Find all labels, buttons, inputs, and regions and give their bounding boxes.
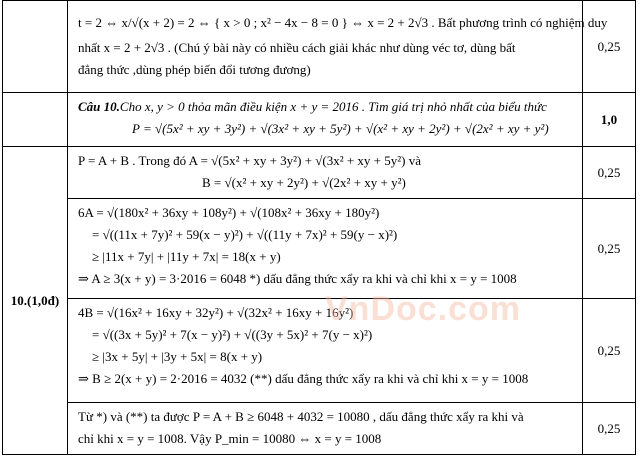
solution-row-5: [3, 299, 636, 403]
solution-row-1: [3, 1, 636, 93]
solution-line: t = 2 ⇔ x/√(x + 2) = 2 ⇔ { x > 0 ; x² − 4x − 8 = 0 } ⇔ x = 2 + 2√3 . Bất phương trình có nghiệm duy: [78, 15, 608, 30]
score-value: 0,25: [597, 240, 621, 256]
solution-line: 6A = √(180x² + 36xy + 108y²) + √(108x² + 36xy + 180y²): [78, 205, 380, 220]
content-cell: [68, 403, 583, 455]
solution-line: Từ *) và (**) ta được P = A + B ≥ 6048 + 4032 = 10080 , dấu đẳng thức xẩy ra khi và: [78, 409, 524, 424]
solution-line: chỉ khi x = y = 1008. Vậy P_min = 10080 ⇔ x = y = 1008: [78, 431, 382, 446]
solution-line: đẳng thức ,dùng phép biến đổi tương đương): [78, 62, 311, 77]
solution-line: P = A + B . Trong đó A = √(5x² + xy + 3y²) + √(3x² + xy + 5y²) và: [78, 153, 422, 168]
score-cell: [583, 93, 636, 147]
score-cell: [583, 299, 636, 403]
score-value: 0,25: [597, 420, 621, 436]
answer-key-table: [2, 0, 636, 455]
score-cell: [583, 147, 636, 199]
score-cell: [583, 199, 636, 299]
solution-line: B = √(x² + xy + 2y²) + √(2x² + xy + y²): [202, 175, 406, 190]
solution-line: = √((11x + 7y)² + 59(x − y)²) + √((11y + 7x)² + 59(y − x)²): [92, 227, 398, 242]
solution-line: = √((3x + 5y)² + 7(x − y)²) + √((3y + 5x)² + 7(y − x)²): [92, 327, 373, 342]
question-text: Cho x, y > 0 thỏa mãn điều kiện x + y = 2016 . Tìm giá trị nhỏ nhất của biểu thức: [119, 99, 547, 114]
content-cell: [68, 299, 583, 403]
score-value: 0,25: [597, 164, 621, 180]
solution-row-3: [3, 147, 636, 199]
score-value: 0,25: [597, 342, 621, 358]
question-formula: P = √(5x² + xy + 3y²) + √(3x² + xy + 5y²) + √(x² + xy + 2y²) + √(2x² + xy + y²): [132, 121, 549, 136]
solution-line: ≥ |11x + 7y| + |11y + 7x| = 18(x + y): [92, 249, 281, 264]
question-number: Câu 10.: [78, 99, 120, 114]
score-value: 1,0: [600, 111, 618, 127]
question-cell: [68, 93, 583, 147]
label-cell-empty: [3, 93, 68, 147]
question-row: [3, 93, 636, 147]
content-cell: [68, 1, 608, 93]
score-cell: [583, 403, 636, 455]
section-label: 10.(1,0đ): [10, 292, 60, 308]
content-cell: [68, 199, 583, 299]
solution-row-4: [3, 199, 636, 299]
label-cell-empty: [3, 1, 68, 93]
solution-line: ⇒ B ≥ 2(x + y) = 2·2016 = 4032 (**) dấu đẳng thức xẩy ra khi và chỉ khi x = y = 1008: [78, 371, 529, 386]
score-value: 0,25: [597, 38, 621, 54]
solution-line: ≥ |3x + 5y| + |3y + 5x| = 8(x + y): [92, 349, 263, 364]
solution-row-6: [3, 403, 636, 455]
solution-line: ⇒ A ≥ 3(x + y) = 3·2016 = 6048 *) dấu đẳng thức xẩy ra khi và chỉ khi x = y = 1008: [78, 271, 517, 286]
section-label-cell: [3, 147, 68, 455]
content-cell: [68, 147, 583, 199]
solution-line: 4B = √(16x² + 16xy + 32y²) + √(32x² + 16xy + 16y²): [78, 305, 354, 320]
solution-line: nhất x = 2 + 2√3 . (Chú ý bài này có nhiều cách giải khác như dùng véc tơ, dùng bất: [78, 40, 516, 55]
watermark-logo: VnDoc.com: [325, 290, 522, 328]
